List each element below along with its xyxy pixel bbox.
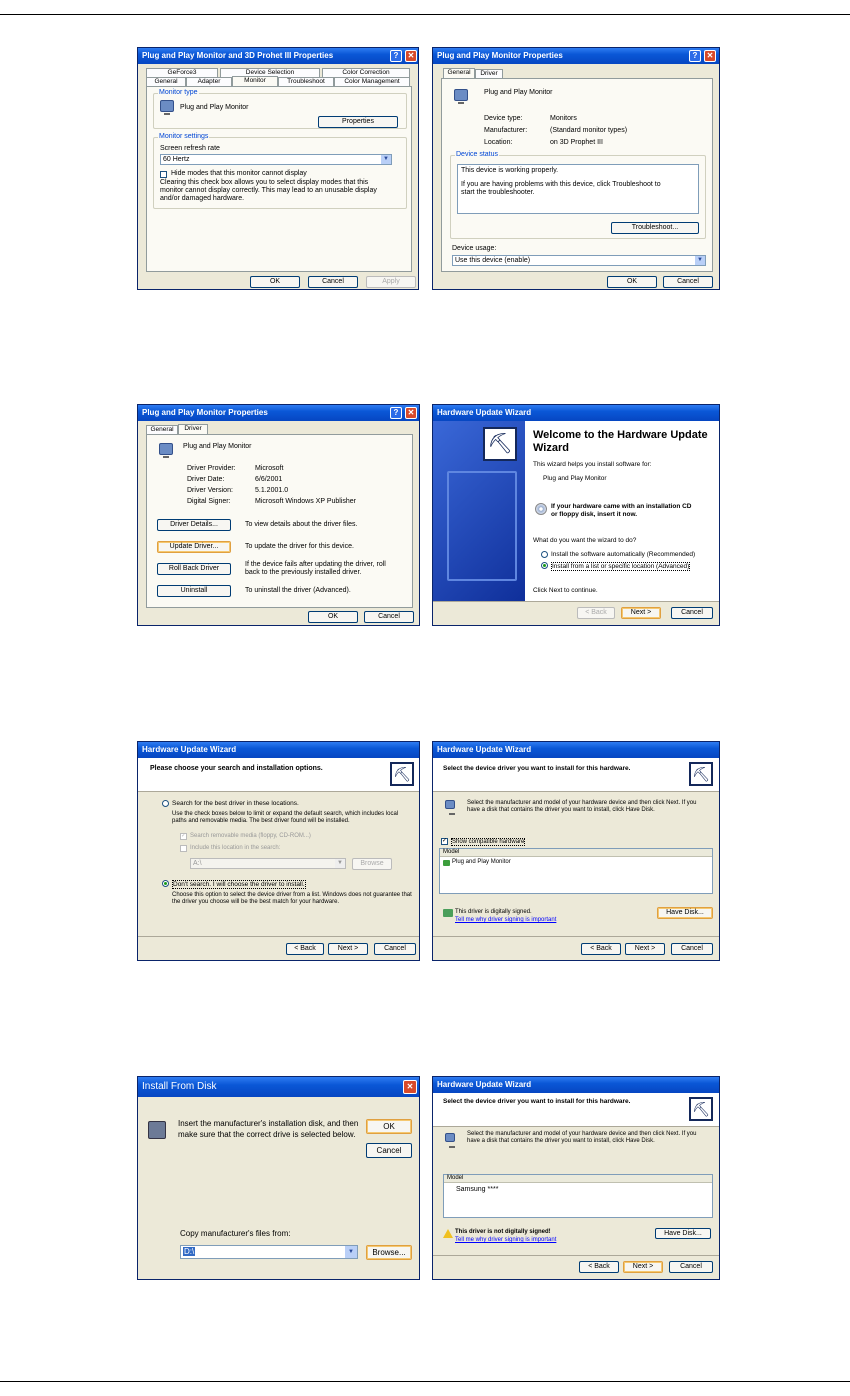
- show-compatible-checkbox[interactable]: ✓: [442, 838, 448, 844]
- ok-button[interactable]: [366, 1119, 412, 1134]
- button-description: If the device fails after updating the driver, roll: [245, 561, 386, 568]
- button-label: Roll Back Driver: [168, 565, 220, 572]
- manufacturer-value: (Standard monitor types): [550, 127, 628, 134]
- have-disk-button[interactable]: [657, 907, 713, 919]
- wizard-question: What do you want the wizard to do?: [533, 537, 637, 544]
- driver-install-icon: [443, 860, 450, 866]
- title-bar: [138, 742, 419, 758]
- refresh-rate-label: Screen refresh rate: [160, 145, 220, 152]
- select-value: A:\: [193, 860, 202, 867]
- dialog-instruction: Insert the manufacturer's installation disk, and then: [178, 1119, 359, 1128]
- cd-notice: or floppy disk, insert it now.: [551, 511, 638, 518]
- button-label: < Back: [585, 609, 607, 616]
- checkbox-label: Search removable media (floppy, CD-ROM...): [190, 833, 311, 839]
- wizard-header-title: Select the device driver you want to install for this hardware.: [443, 1098, 631, 1105]
- tab-label: Troubleshoot: [287, 78, 325, 85]
- device-type-label: Device type:: [484, 115, 523, 122]
- button-label: Next >: [632, 1263, 654, 1270]
- divider: [138, 936, 419, 937]
- model-list[interactable]: [439, 848, 713, 894]
- monitor-icon: [454, 89, 468, 101]
- ok-button[interactable]: [308, 611, 358, 623]
- window-title: Plug and Play Monitor Properties: [437, 51, 563, 60]
- ok-button[interactable]: [607, 276, 657, 288]
- back-button[interactable]: [581, 943, 621, 955]
- copy-files-label: Copy manufacturer's files from:: [180, 1229, 291, 1238]
- option-description: Choose this option to select the device driver from a list. Windows does not guarantee that: [172, 892, 412, 898]
- close-icon[interactable]: ✕: [405, 50, 417, 62]
- cancel-button[interactable]: [671, 607, 713, 619]
- radio-label: Don't search. I will choose the driver to install.: [173, 881, 305, 888]
- button-description: back to the previously installed driver.: [245, 569, 362, 576]
- select-value: D:\: [184, 1247, 195, 1256]
- title-bar: [433, 405, 719, 421]
- help-icon[interactable]: ?: [390, 407, 402, 419]
- warning-icon: [443, 1229, 453, 1238]
- tab-general[interactable]: [443, 68, 475, 78]
- button-label: Driver Details...: [170, 521, 218, 528]
- button-label: OK: [269, 278, 281, 285]
- next-button[interactable]: [623, 1261, 663, 1273]
- banner-stripe: [447, 471, 517, 581]
- tab-label: Monitor: [244, 77, 266, 84]
- wizard-side-banner: [433, 421, 525, 601]
- radio-label: Install from a list or specific location (Advanced): [552, 563, 690, 570]
- wizard-continue-text: Click Next to continue.: [533, 587, 598, 594]
- hide-modes-desc: Clearing this check box allows you to select display modes that this: [160, 179, 369, 186]
- driver-provider-label: Driver Provider:: [187, 465, 236, 472]
- option-description: the driver you choose will be the best match for your hardware.: [172, 899, 340, 905]
- help-icon[interactable]: ?: [689, 50, 701, 62]
- button-description: To uninstall the driver (Advanced).: [245, 587, 351, 594]
- divider: [433, 601, 719, 602]
- button-label: Browse...: [372, 1248, 406, 1257]
- hide-modes-checkbox[interactable]: [160, 171, 167, 178]
- tab-driver[interactable]: [475, 69, 503, 78]
- window-title: Plug and Play Monitor Properties: [142, 408, 268, 417]
- browse-button[interactable]: [366, 1245, 412, 1260]
- general-tab-panel: [441, 78, 713, 272]
- button-label: Cancel: [681, 609, 703, 616]
- button-label: Cancel: [376, 1146, 402, 1155]
- monitor-icon: [159, 443, 173, 455]
- monitor-tab-panel: [146, 86, 412, 272]
- driver-date-value: 6/6/2001: [255, 476, 283, 483]
- ok-button[interactable]: [250, 276, 300, 288]
- refresh-rate-select[interactable]: [160, 154, 392, 165]
- close-icon[interactable]: ✕: [704, 50, 716, 62]
- device-name: Plug and Play Monitor: [484, 89, 553, 96]
- hardware-update-wizard-unsigned-driver: [432, 1076, 720, 1280]
- title-bar: [433, 742, 719, 758]
- model-column-header: [444, 1175, 712, 1183]
- driver-version-label: Driver Version:: [187, 487, 233, 494]
- model-item[interactable]: Samsung ****: [456, 1186, 499, 1193]
- checkbox-label: Show compatible hardware: [452, 839, 525, 845]
- button-label: Next >: [337, 945, 359, 952]
- properties-button[interactable]: [318, 116, 398, 128]
- roll-back-driver-button[interactable]: [157, 563, 231, 575]
- button-description: To update the driver for this device.: [245, 543, 354, 550]
- signed-driver-icon: [443, 909, 453, 917]
- button-label: Cancel: [677, 278, 699, 285]
- radio-label: Install the software automatically (Recommended): [551, 551, 696, 558]
- next-button[interactable]: [621, 607, 661, 619]
- model-column-header: [440, 849, 712, 857]
- button-label: Cancel: [680, 1263, 702, 1270]
- cancel-button[interactable]: [669, 1261, 713, 1273]
- back-button[interactable]: [579, 1261, 619, 1273]
- title-bar: [138, 405, 419, 421]
- driver-description: Select the manufacturer and model of your hardware device and then click Next. If you: [467, 1131, 697, 1137]
- tab-label: GeForce3: [167, 69, 197, 76]
- button-label: OK: [626, 278, 638, 285]
- dialog-instruction: make sure that the correct drive is selected below.: [178, 1130, 356, 1139]
- window-title: Plug and Play Monitor and 3D Prohet III Properties: [142, 51, 334, 60]
- apply-button[interactable]: [366, 276, 416, 288]
- wizard-header-title: Please choose your search and installation options.: [150, 765, 323, 772]
- button-label: OK: [327, 613, 339, 620]
- help-icon[interactable]: ?: [390, 50, 402, 62]
- cancel-button[interactable]: [364, 611, 414, 623]
- button-label: Browse: [360, 860, 384, 867]
- button-label: Update Driver...: [169, 543, 219, 550]
- cancel-button[interactable]: [663, 276, 713, 288]
- button-label: Have Disk...: [664, 1230, 702, 1237]
- back-button[interactable]: [286, 943, 324, 955]
- button-label: Have Disk...: [666, 909, 704, 916]
- option-description: Use the check boxes below to limit or expand the default search, which includes local: [172, 811, 399, 817]
- hardware-wizard-icon: ⛏: [390, 762, 414, 786]
- cd-icon: [535, 503, 547, 515]
- hide-modes-desc: and/or damaged hardware.: [160, 195, 245, 202]
- select-value: 60 Hertz: [163, 156, 190, 163]
- hide-modes-desc: monitor cannot display correctly. This may lead to an unusable display: [160, 187, 377, 194]
- device-status-group: [450, 151, 706, 239]
- hide-modes-label: Hide modes that this monitor cannot display: [171, 170, 307, 177]
- tab-label: General: [154, 78, 178, 85]
- button-label: < Back: [294, 945, 316, 952]
- tab-label: Color Management: [344, 78, 400, 85]
- tab-label: General: [447, 69, 471, 76]
- next-button[interactable]: [625, 943, 665, 955]
- button-label: Properties: [342, 118, 374, 125]
- button-label: < Back: [588, 1263, 610, 1270]
- column-label: Model: [443, 849, 460, 855]
- driver-description: have a disk that contains the driver you want to install, click Have Disk.: [467, 1138, 655, 1144]
- monitor-properties-general-window: [432, 47, 720, 290]
- monitor-icon: [160, 100, 174, 112]
- wizard-header-title: Select the device driver you want to install for this hardware.: [443, 765, 631, 772]
- tab-color-management[interactable]: [334, 77, 410, 86]
- status-text: This device is working properly.: [461, 167, 559, 174]
- button-label: Cancel: [378, 613, 400, 620]
- status-text: If you are having problems with this device, click Troubleshoot to: [461, 181, 661, 188]
- button-label: Troubleshoot...: [631, 224, 679, 231]
- monitor-properties-driver-window: [137, 404, 420, 626]
- window-title: Hardware Update Wizard: [437, 745, 532, 754]
- driver-tab-panel: [146, 434, 413, 608]
- driver-signing-link[interactable]: Tell me why driver signing is important: [455, 917, 557, 923]
- device-usage-select[interactable]: [452, 255, 706, 266]
- status-text: start the troubleshooter.: [461, 189, 535, 196]
- title-bar: [138, 1077, 419, 1097]
- button-label: Next >: [634, 945, 656, 952]
- tab-monitor[interactable]: [232, 76, 278, 86]
- digital-signer-value: Microsoft Windows XP Publisher: [255, 498, 357, 505]
- chevron-down-icon[interactable]: ▼: [345, 1246, 357, 1258]
- install-from-list-radio[interactable]: [541, 562, 548, 569]
- back-button[interactable]: [577, 607, 615, 619]
- cancel-button[interactable]: [374, 943, 416, 955]
- tab-geforce3[interactable]: [146, 68, 218, 77]
- bottom-rule: [0, 1381, 850, 1382]
- window-title: Hardware Update Wizard: [142, 745, 237, 754]
- tab-driver[interactable]: [178, 424, 208, 434]
- chevron-down-icon[interactable]: ▼: [695, 256, 705, 265]
- top-rule: [0, 14, 850, 15]
- tab-label: Driver: [480, 70, 498, 77]
- unsigned-warning: This driver is not digitally signed!: [455, 1229, 551, 1235]
- title-bar: [433, 1077, 719, 1093]
- group-label: Monitor settings: [159, 133, 209, 140]
- source-path-combo[interactable]: [180, 1245, 358, 1259]
- device-name: Plug and Play Monitor: [543, 475, 607, 482]
- group-label: Monitor type: [159, 89, 198, 96]
- driver-provider-value: Microsoft: [255, 465, 284, 472]
- install-automatically-radio[interactable]: [541, 551, 548, 558]
- close-icon[interactable]: ✕: [403, 1080, 417, 1094]
- digital-signer-label: Digital Signer:: [187, 498, 231, 505]
- update-driver-button[interactable]: [157, 541, 231, 553]
- monitor-icon: [445, 800, 455, 809]
- wizard-header: [433, 758, 719, 792]
- button-label: Uninstall: [180, 587, 208, 594]
- include-location-checkbox[interactable]: [180, 845, 187, 852]
- tab-general[interactable]: [146, 77, 186, 86]
- signed-status: This driver is digitally signed.: [455, 909, 532, 915]
- driver-description: Select the manufacturer and model of your hardware device and then click Next. If you: [467, 800, 697, 806]
- button-description: To view details about the driver files.: [245, 521, 358, 528]
- wizard-heading: Wizard: [533, 442, 569, 454]
- group-label: Device status: [456, 151, 499, 158]
- cancel-button[interactable]: [308, 276, 358, 288]
- window-title: Install From Disk: [142, 1081, 217, 1092]
- button-label: < Back: [590, 945, 612, 952]
- hardware-wizard-icon: ⛏: [483, 427, 517, 461]
- hardware-wizard-icon: ⛏: [689, 762, 713, 786]
- divider: [433, 936, 719, 937]
- button-label: OK: [383, 1122, 395, 1131]
- window-title: Hardware Update Wizard: [437, 408, 532, 417]
- button-label: Apply: [382, 278, 400, 285]
- monitor-type-group: [153, 89, 407, 129]
- chevron-down-icon[interactable]: ▼: [381, 155, 391, 164]
- wizard-header: [138, 758, 419, 792]
- device-usage-label: Device usage:: [452, 245, 497, 252]
- cancel-button[interactable]: [671, 943, 713, 955]
- tab-label: Driver: [184, 425, 202, 432]
- title-bar: [433, 48, 719, 64]
- search-best-driver-radio[interactable]: [162, 800, 169, 807]
- button-label: Next >: [630, 609, 652, 616]
- tab-adapter[interactable]: [186, 77, 232, 86]
- troubleshoot-button[interactable]: [611, 222, 699, 234]
- driver-version-value: 5.1.2001.0: [255, 487, 289, 494]
- monitor-settings-group: [153, 133, 407, 209]
- wizard-heading: Welcome to the Hardware Update: [533, 429, 708, 441]
- model-list[interactable]: [443, 1174, 713, 1218]
- monitor-name: Plug and Play Monitor: [180, 104, 249, 111]
- driver-signing-link[interactable]: Tell me why driver signing is important: [455, 1237, 557, 1243]
- device-status-box[interactable]: [457, 164, 699, 214]
- tab-label: Color Correction: [342, 69, 390, 76]
- cancel-button[interactable]: [366, 1143, 412, 1158]
- have-disk-button[interactable]: [655, 1228, 711, 1239]
- wizard-header: [433, 1093, 719, 1127]
- checkbox-label: Include this location in the search:: [190, 845, 281, 851]
- hardware-update-wizard-select-driver: [432, 741, 720, 961]
- select-value: Use this device (enable): [455, 257, 531, 264]
- model-item[interactable]: Plug and Play Monitor: [452, 859, 511, 865]
- button-label: Cancel: [384, 945, 406, 952]
- device-type-value: Monitors: [550, 115, 577, 122]
- tab-label: General: [150, 426, 174, 433]
- uninstall-button[interactable]: [157, 585, 231, 597]
- tab-color-correction[interactable]: [322, 68, 410, 77]
- button-label: Cancel: [681, 945, 703, 952]
- search-removable-media-checkbox[interactable]: ✓: [181, 833, 187, 839]
- hardware-update-wizard-welcome: [432, 404, 720, 626]
- title-bar: [138, 48, 418, 64]
- tab-general[interactable]: [146, 425, 178, 434]
- monitor-icon: [445, 1133, 455, 1142]
- button-label: Cancel: [322, 278, 344, 285]
- chevron-down-icon[interactable]: ▼: [335, 859, 345, 868]
- location-label: Location:: [484, 139, 513, 146]
- install-from-disk-dialog: [137, 1076, 420, 1280]
- location-path-select[interactable]: [190, 858, 346, 869]
- window-title: Hardware Update Wizard: [437, 1080, 532, 1089]
- hardware-wizard-icon: ⛏: [689, 1097, 713, 1121]
- tab-label: Device Selection: [245, 69, 295, 76]
- tab-troubleshoot[interactable]: [278, 77, 334, 86]
- location-value: on 3D Prophet III: [550, 139, 603, 146]
- manufacturer-label: Manufacturer:: [484, 127, 528, 134]
- close-icon[interactable]: ✕: [405, 407, 417, 419]
- divider: [433, 1255, 719, 1256]
- column-label: Model: [447, 1175, 464, 1181]
- driver-description: have a disk that contains the driver you want to install, click Have Disk.: [467, 807, 655, 813]
- dont-search-radio[interactable]: [162, 880, 169, 887]
- driver-details-button[interactable]: [157, 519, 231, 531]
- display-properties-window: [137, 47, 419, 290]
- driver-date-label: Driver Date:: [187, 476, 225, 483]
- next-button[interactable]: [328, 943, 368, 955]
- floppy-drive-icon: [148, 1121, 166, 1139]
- option-description: paths and removable media. The best driver found will be installed.: [172, 818, 350, 824]
- cd-notice: If your hardware came with an installation CD: [551, 503, 692, 510]
- tab-label: Adapter: [197, 78, 221, 85]
- wizard-intro: This wizard helps you install software for:: [533, 461, 652, 468]
- device-name: Plug and Play Monitor: [183, 443, 252, 450]
- radio-label: Search for the best driver in these locations.: [172, 800, 299, 807]
- browse-button[interactable]: [352, 858, 392, 870]
- hardware-update-wizard-search-options: [137, 741, 420, 961]
